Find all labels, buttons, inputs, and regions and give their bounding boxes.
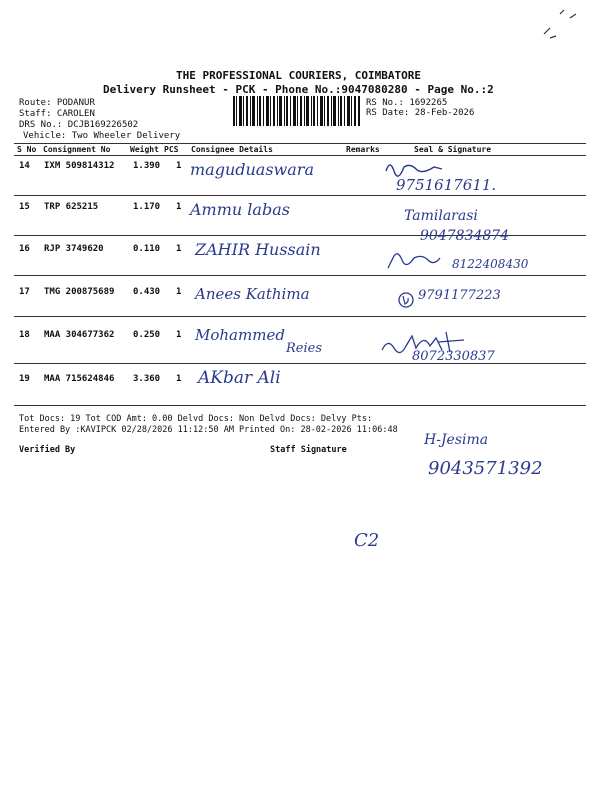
row-consignment: IXM 509814312 xyxy=(44,161,115,171)
col-header-consignment: Consignment No xyxy=(43,145,111,154)
row-sno: 18 xyxy=(19,330,30,340)
row-pcs: 1 xyxy=(176,202,182,212)
table-bottom-rule xyxy=(14,405,586,406)
row-divider xyxy=(14,316,586,317)
row-consignment: RJP 3749620 xyxy=(44,244,104,254)
row-divider xyxy=(14,195,586,196)
signature-phone: 8072330837 xyxy=(412,349,495,364)
row-consignee-handwritten-line2: Reies xyxy=(286,341,323,356)
barcode xyxy=(233,96,360,126)
row-consignee-handwritten: AKbar Ali xyxy=(198,368,281,388)
handwritten-mark: C2 xyxy=(354,530,380,551)
row-consignment: TRP 625215 xyxy=(44,202,99,212)
row-consignment: MAA 304677362 xyxy=(44,330,115,340)
col-header-weight: Weight xyxy=(130,145,159,154)
staff-signature-label: Staff Signature xyxy=(270,445,347,455)
col-header-seal: Seal & Signature xyxy=(414,145,492,154)
row-pcs: 1 xyxy=(176,244,182,254)
row-consignee-handwritten: ZAHIR Hussain xyxy=(195,240,321,259)
signature-name: Tamilarasi xyxy=(404,208,478,224)
row-consignee-handwritten: Ammu labas xyxy=(190,200,290,219)
handwritten-receiver-phone: 9043571392 xyxy=(428,458,543,479)
row-consignee-handwritten: maguduaswara xyxy=(190,160,314,179)
row-sno: 17 xyxy=(19,287,30,297)
row-pcs: 1 xyxy=(176,374,182,384)
row-sno: 19 xyxy=(19,374,30,384)
signature-scribble xyxy=(384,157,444,177)
staff-label: Staff: CAROLEN xyxy=(19,109,95,119)
row-consignment: MAA 715624846 xyxy=(44,374,115,384)
row-weight: 1.390 xyxy=(133,161,161,171)
document-title: THE PROFESSIONAL COURIERS, COIMBATORE xyxy=(176,69,422,82)
signature-scribble xyxy=(384,246,444,272)
verified-by-label: Verified By xyxy=(19,445,76,455)
table-top-rule xyxy=(14,143,586,144)
handwritten-receiver-name: H-Jesima xyxy=(424,432,489,448)
document-subtitle: Delivery Runsheet - PCK - Phone No.:9047080280 - Page No.:2 xyxy=(103,83,494,96)
row-pcs: 1 xyxy=(176,330,182,340)
col-header-consignee: Consignee Details xyxy=(191,145,273,154)
row-sno: 15 xyxy=(19,202,30,212)
vehicle-label: Vehicle: Two Wheeler Delivery xyxy=(23,131,181,141)
row-weight: 0.430 xyxy=(133,287,161,297)
signature-phone: 9751617611. xyxy=(396,176,497,194)
route-label: Route: PODANUR xyxy=(19,98,95,108)
signature-phone: 9047834874 xyxy=(420,228,510,244)
row-consignment: TMG 200875689 xyxy=(44,287,115,297)
row-consignee-handwritten: Anees Kathima xyxy=(195,285,310,303)
corner-scribble xyxy=(520,4,590,44)
row-weight: 3.360 xyxy=(133,374,161,384)
table-header-rule xyxy=(14,155,586,156)
rs-number: RS No.: 1692265 xyxy=(366,98,448,108)
signature-scribble xyxy=(396,290,416,310)
rs-date: RS Date: 28-Feb-2026 xyxy=(366,108,475,118)
row-sno: 14 xyxy=(19,161,30,171)
signature-phone: 9791177223 xyxy=(418,288,501,303)
row-weight: 1.170 xyxy=(133,202,161,212)
row-pcs: 1 xyxy=(176,287,182,297)
col-header-sno: S No xyxy=(17,145,37,154)
row-weight: 0.250 xyxy=(133,330,161,340)
entered-by-line: Entered By :KAVIPCK 02/28/2026 11:12:50 AM Printed On: 28-02-2026 11:06:48 xyxy=(19,425,398,435)
row-weight: 0.110 xyxy=(133,244,161,254)
signature-phone: 8122408430 xyxy=(452,257,529,271)
drs-label: DRS No.: DCJB169226502 xyxy=(19,120,139,130)
row-divider xyxy=(14,363,586,364)
row-divider xyxy=(14,275,586,276)
col-header-pcs: PCS xyxy=(164,145,179,154)
col-header-remarks: Remarks xyxy=(346,145,380,154)
row-sno: 16 xyxy=(19,244,30,254)
row-pcs: 1 xyxy=(176,161,182,171)
row-consignee-handwritten: Mohammed xyxy=(195,326,285,344)
totals-line: Tot Docs: 19 Tot COD Amt: 0.00 Delvd Docs: Non Delvd Docs: Delvy Pts: xyxy=(19,414,373,424)
